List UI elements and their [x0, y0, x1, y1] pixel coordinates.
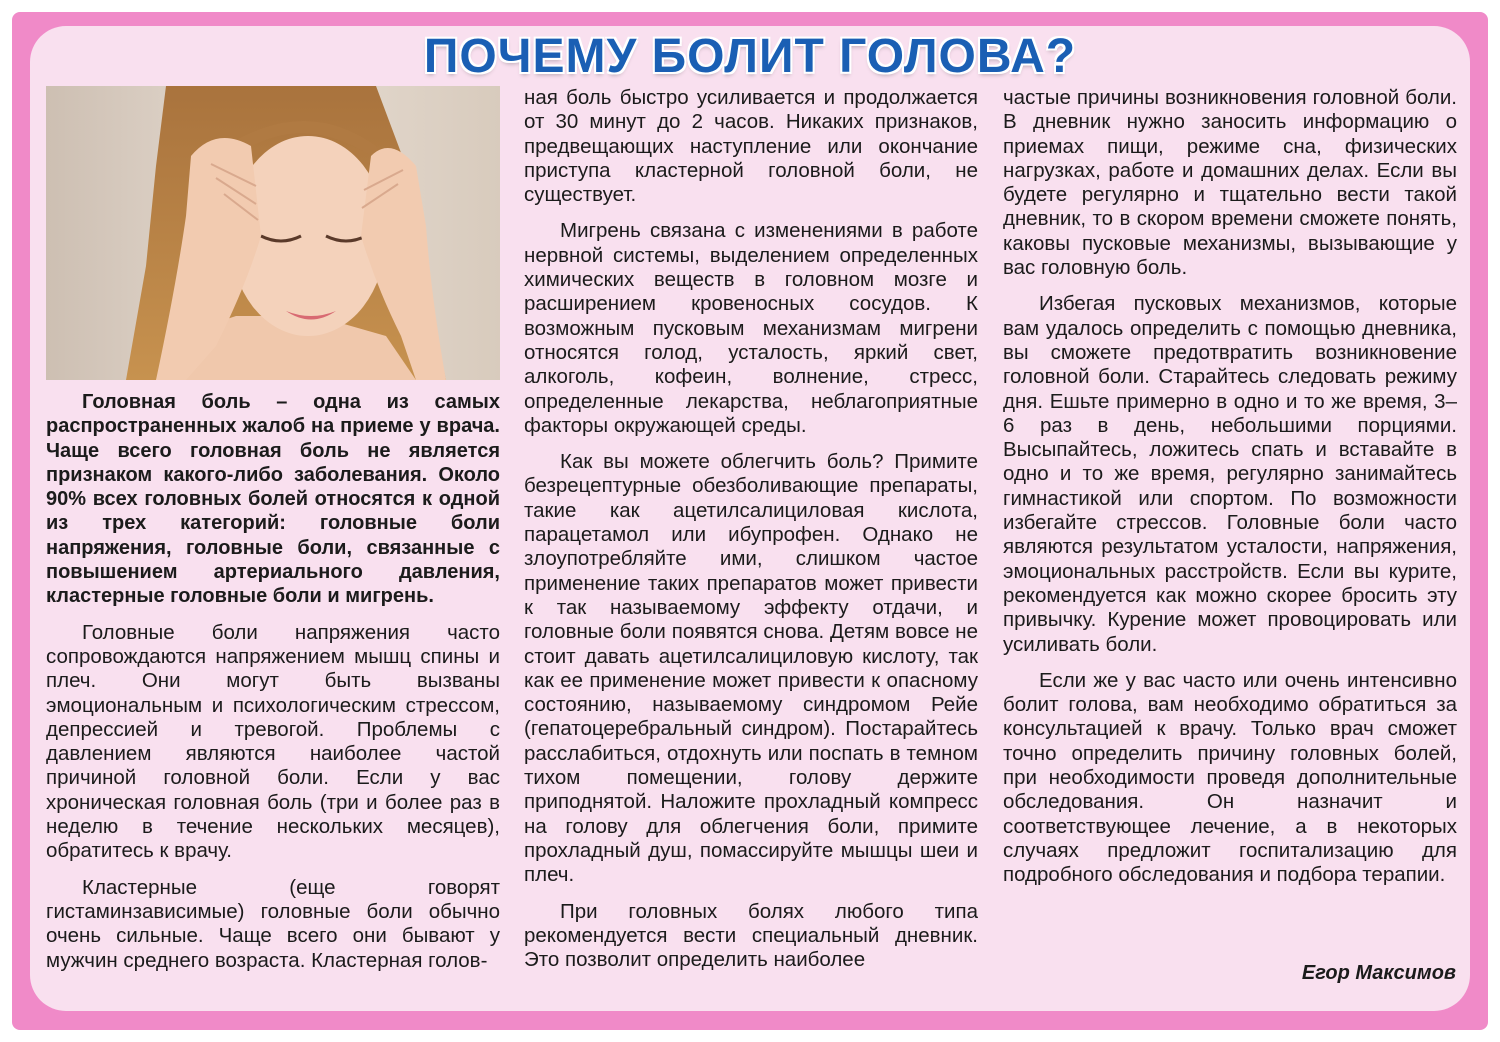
- paragraph: Кластерные (еще говорят гистаминзависимые) головные боли обычно очень сильные. Чаще всего они бывают у мужчин среднего возраста. Кластерная голов-: [46, 875, 500, 972]
- column-2: [524, 86, 978, 994]
- paragraph: Мигрень связана с изменениями в работе нервной системы, выделением определенных химических веществ в головном мозге и расширением кровеносных сосудов. К возможным пусковым механизмам мигрени относятся голод, усталость, яркий свет, алкоголь, кофеин, волнение, стресс, определенные лекарства, неблагоприятные факторы окружающей среды.: [524, 219, 978, 437]
- photo-illustration: [46, 86, 500, 380]
- author-signature: Егор Максимов: [1301, 962, 1456, 984]
- paragraph: Как вы можете облегчить боль? Примите безрецептурные обезболивающие препараты, такие как ацетилсалициловая кислота, парацетамол или ибупрофен. Однако не злоупотребляйте ими, слишком частое применение таких препаратов может привести к так называемому эффекту отдачи, и головные боли появятся снова. Детям вовсе не стоит давать ацетилсалициловую кислоту, так как ее применение может привести к опасному состоянию, называемому синдромом Рейе (гепатоцеребральный синдром). Постарайтесь расслабиться, отдохнуть или поспать в темном тихом помещении, голову держите приподнятой. Наложите прохладный компресс на голову для облегчения боли, примите прохладный душ, помассируйте мышцы шеи и плеч.: [524, 450, 978, 887]
- column-3: [1003, 86, 1457, 946]
- paragraph: При головных болях любого типа рекомендуется вести специальный дневник. Это позволит определить наиболее: [524, 899, 978, 972]
- woman-headache-photo: [46, 86, 500, 380]
- column-1: [46, 390, 500, 990]
- paragraph: Избегая пусковых механизмов, которые вам удалось определить с помощью дневника, вы сможете предотвратить возникновение головной боли. Старайтесь следовать режиму дня. Ешьте примерно в одно и то же время, 3–6 раз в день, небольшими порциями. Высыпайтесь, ложитесь спать и вставайте в одно и то же время, регулярно занимайтесь гимнастикой или спортом. По возможности избегайте стрессов. Головные боли часто являются результатом усталости, напряжения, эмоциональных расстройств. Если вы курите, рекомендуется как можно скорее бросить эту привычку. Курение может провоцировать или усиливать боли.: [1003, 292, 1457, 656]
- article-title: ПОЧЕМУ БОЛИТ ГОЛОВА?: [423, 30, 1077, 83]
- paragraph: Если же у вас часто или очень интенсивно болит голова, вам необходимо обратиться за консультацией к врачу. Только врач сможет точно определить причину головных болей, при необходимости проведя дополнительные обследования. Он назначит и соответствующее лечение, а в некоторых случаях предложит госпитализацию для подробного обследования и подбора терапии.: [1003, 668, 1457, 887]
- paragraph: частые причины возникновения головной боли. В дневник нужно заносить информацию о приемах пищи, режиме сна, физических нагрузках, работе и домашних делах. Если вы будете регулярно и тщательно вести такой дневник, то в скором времени сможете понять, каковы пусковые механизмы, вызывающие у вас головную боль.: [1003, 86, 1457, 280]
- paragraph: ная боль быстро усиливается и продолжается от 30 минут до 2 часов. Никаких признаков, предвещающих наступление или окончание приступа кластерной головной боли, не существует.: [524, 86, 978, 207]
- lead-paragraph: Головная боль – одна из самых распространенных жалоб на приеме у врача. Чаще всего головная боль не является признаком какого-либо заболевания. Около 90% всех головных болей относятся к одной из трех категорий: головные боли напряжения, головные боли, связанные с повышением артериального давления, кластерные головные боли и мигрень.: [46, 391, 500, 608]
- paragraph: Головные боли напряжения часто сопровождаются напряжением мышц спины и плеч. Они могут быть вызваны эмоциональным и психологическим стрессом, депрессией и тревогой. Проблемы с давлением являются наиболее частой причиной головной боли. Если у вас хроническая головная боль (три и более раз в неделю в течение нескольких месяцев), обратитесь к врачу.: [46, 620, 500, 863]
